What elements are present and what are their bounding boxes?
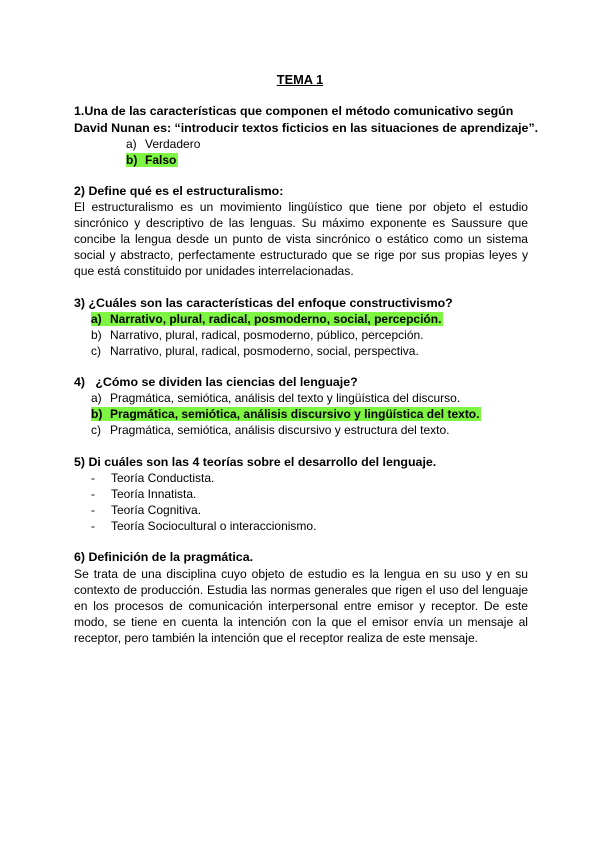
q1-option-b-text: Falso	[145, 153, 177, 167]
q1-option-a	[126, 137, 200, 151]
q4-option-b-text: Pragmática, semiótica, análisis discursivo y lingüística del texto.	[110, 407, 480, 421]
q4-option-a-text: Pragmática, semiótica, análisis del texto y lingüística del discurso.	[110, 391, 461, 405]
q3-option-b	[91, 328, 424, 342]
q5-item-dash: -	[91, 471, 95, 485]
q2-title: 2) Define qué es el estructuralismo:	[74, 184, 284, 198]
q5-item	[91, 519, 316, 533]
q1-title-line1: 1.Una de las características que componen el método comunicativo según	[74, 104, 514, 118]
q5-item-text: Teoría Innatista.	[111, 487, 197, 501]
q1-option-a-label: a)	[126, 137, 137, 151]
q4-option-a-label: a)	[91, 391, 102, 405]
q5-item	[91, 503, 201, 517]
q4-option-c	[91, 423, 449, 437]
q1-option-a-text: Verdadero	[145, 137, 201, 151]
q5-item-text: Teoría Cognitiva.	[111, 503, 202, 517]
q3-option-a	[91, 312, 443, 326]
q4-option-b-label: b)	[91, 407, 103, 421]
q4-option-a	[91, 391, 460, 405]
q5-item-text: Teoría Conductista.	[111, 471, 215, 485]
q5-item	[91, 487, 196, 501]
q5-item-dash: -	[91, 487, 95, 501]
q1-correct-highlight	[126, 153, 178, 167]
q3-title: 3) ¿Cuáles son las características del enfoque constructivismo?	[74, 296, 453, 310]
q4-option-c-label: c)	[91, 423, 101, 437]
q4-option-c-text: Pragmática, semiótica, análisis discursivo y estructura del texto.	[110, 423, 450, 437]
q5-item-dash: -	[91, 519, 95, 533]
q4-title: 4) ¿Cómo se dividen las ciencias del lenguaje?	[74, 375, 358, 389]
q5-title: 5) Di cuáles son las 4 teorías sobre el desarrollo del lenguaje.	[74, 455, 437, 469]
q3-option-a-text: Narrativo, plural, radical, posmoderno, social, percepción.	[110, 312, 442, 326]
q3-correct-highlight	[91, 312, 443, 326]
q4-correct-highlight	[91, 407, 481, 421]
q3-option-c	[91, 344, 419, 358]
q3-option-b-text: Narrativo, plural, radical, posmoderno, público, percepción.	[110, 328, 424, 342]
q5-item	[91, 471, 214, 485]
q5-item-text: Teoría Sociocultural o interaccionismo.	[111, 519, 317, 533]
q1-option-b	[126, 153, 178, 167]
q4-option-b	[91, 407, 481, 421]
q6-title: 6) Definición de la pragmática.	[74, 550, 254, 564]
q3-option-b-label: b)	[91, 328, 102, 342]
q1-option-b-label: b)	[126, 153, 138, 167]
q6-answer: Se trata de una disciplina cuyo objeto de estudio es la lengua en su uso y en su contexto de producción. Estudia las normas generales que rigen el uso del lenguaje en los procesos de comunicación interpersonal entre emisor y receptor. De este modo, se tiene en cuenta la intención con la que el emisor envía un mensaje al receptor, pero también la intención que el receptor realiza de este mensaje.	[74, 567, 528, 645]
q3-option-a-label: a)	[91, 312, 102, 326]
q1-title-line2: David Nunan es: “introducir textos ficticios en las situaciones de aprendizaje”.	[74, 121, 539, 135]
q5-item-dash: -	[91, 503, 95, 517]
q3-option-c-text: Narrativo, plural, radical, posmoderno, social, perspectiva.	[110, 344, 419, 358]
q3-option-c-label: c)	[91, 344, 101, 358]
q2-answer: El estructuralismo es un movimiento lingüístico que tiene por objeto el estudio sincrónico y descriptivo de las lenguas. Su máximo exponente es Saussure que concibe la lengua desde un punto de vista sincrónico o estático como un sistema social y abstracto, perfectamente estructurado que se rige por sus propias leyes y que está constituido por unidades interrelacionadas.	[74, 200, 528, 278]
page-title: TEMA 1	[276, 72, 324, 87]
